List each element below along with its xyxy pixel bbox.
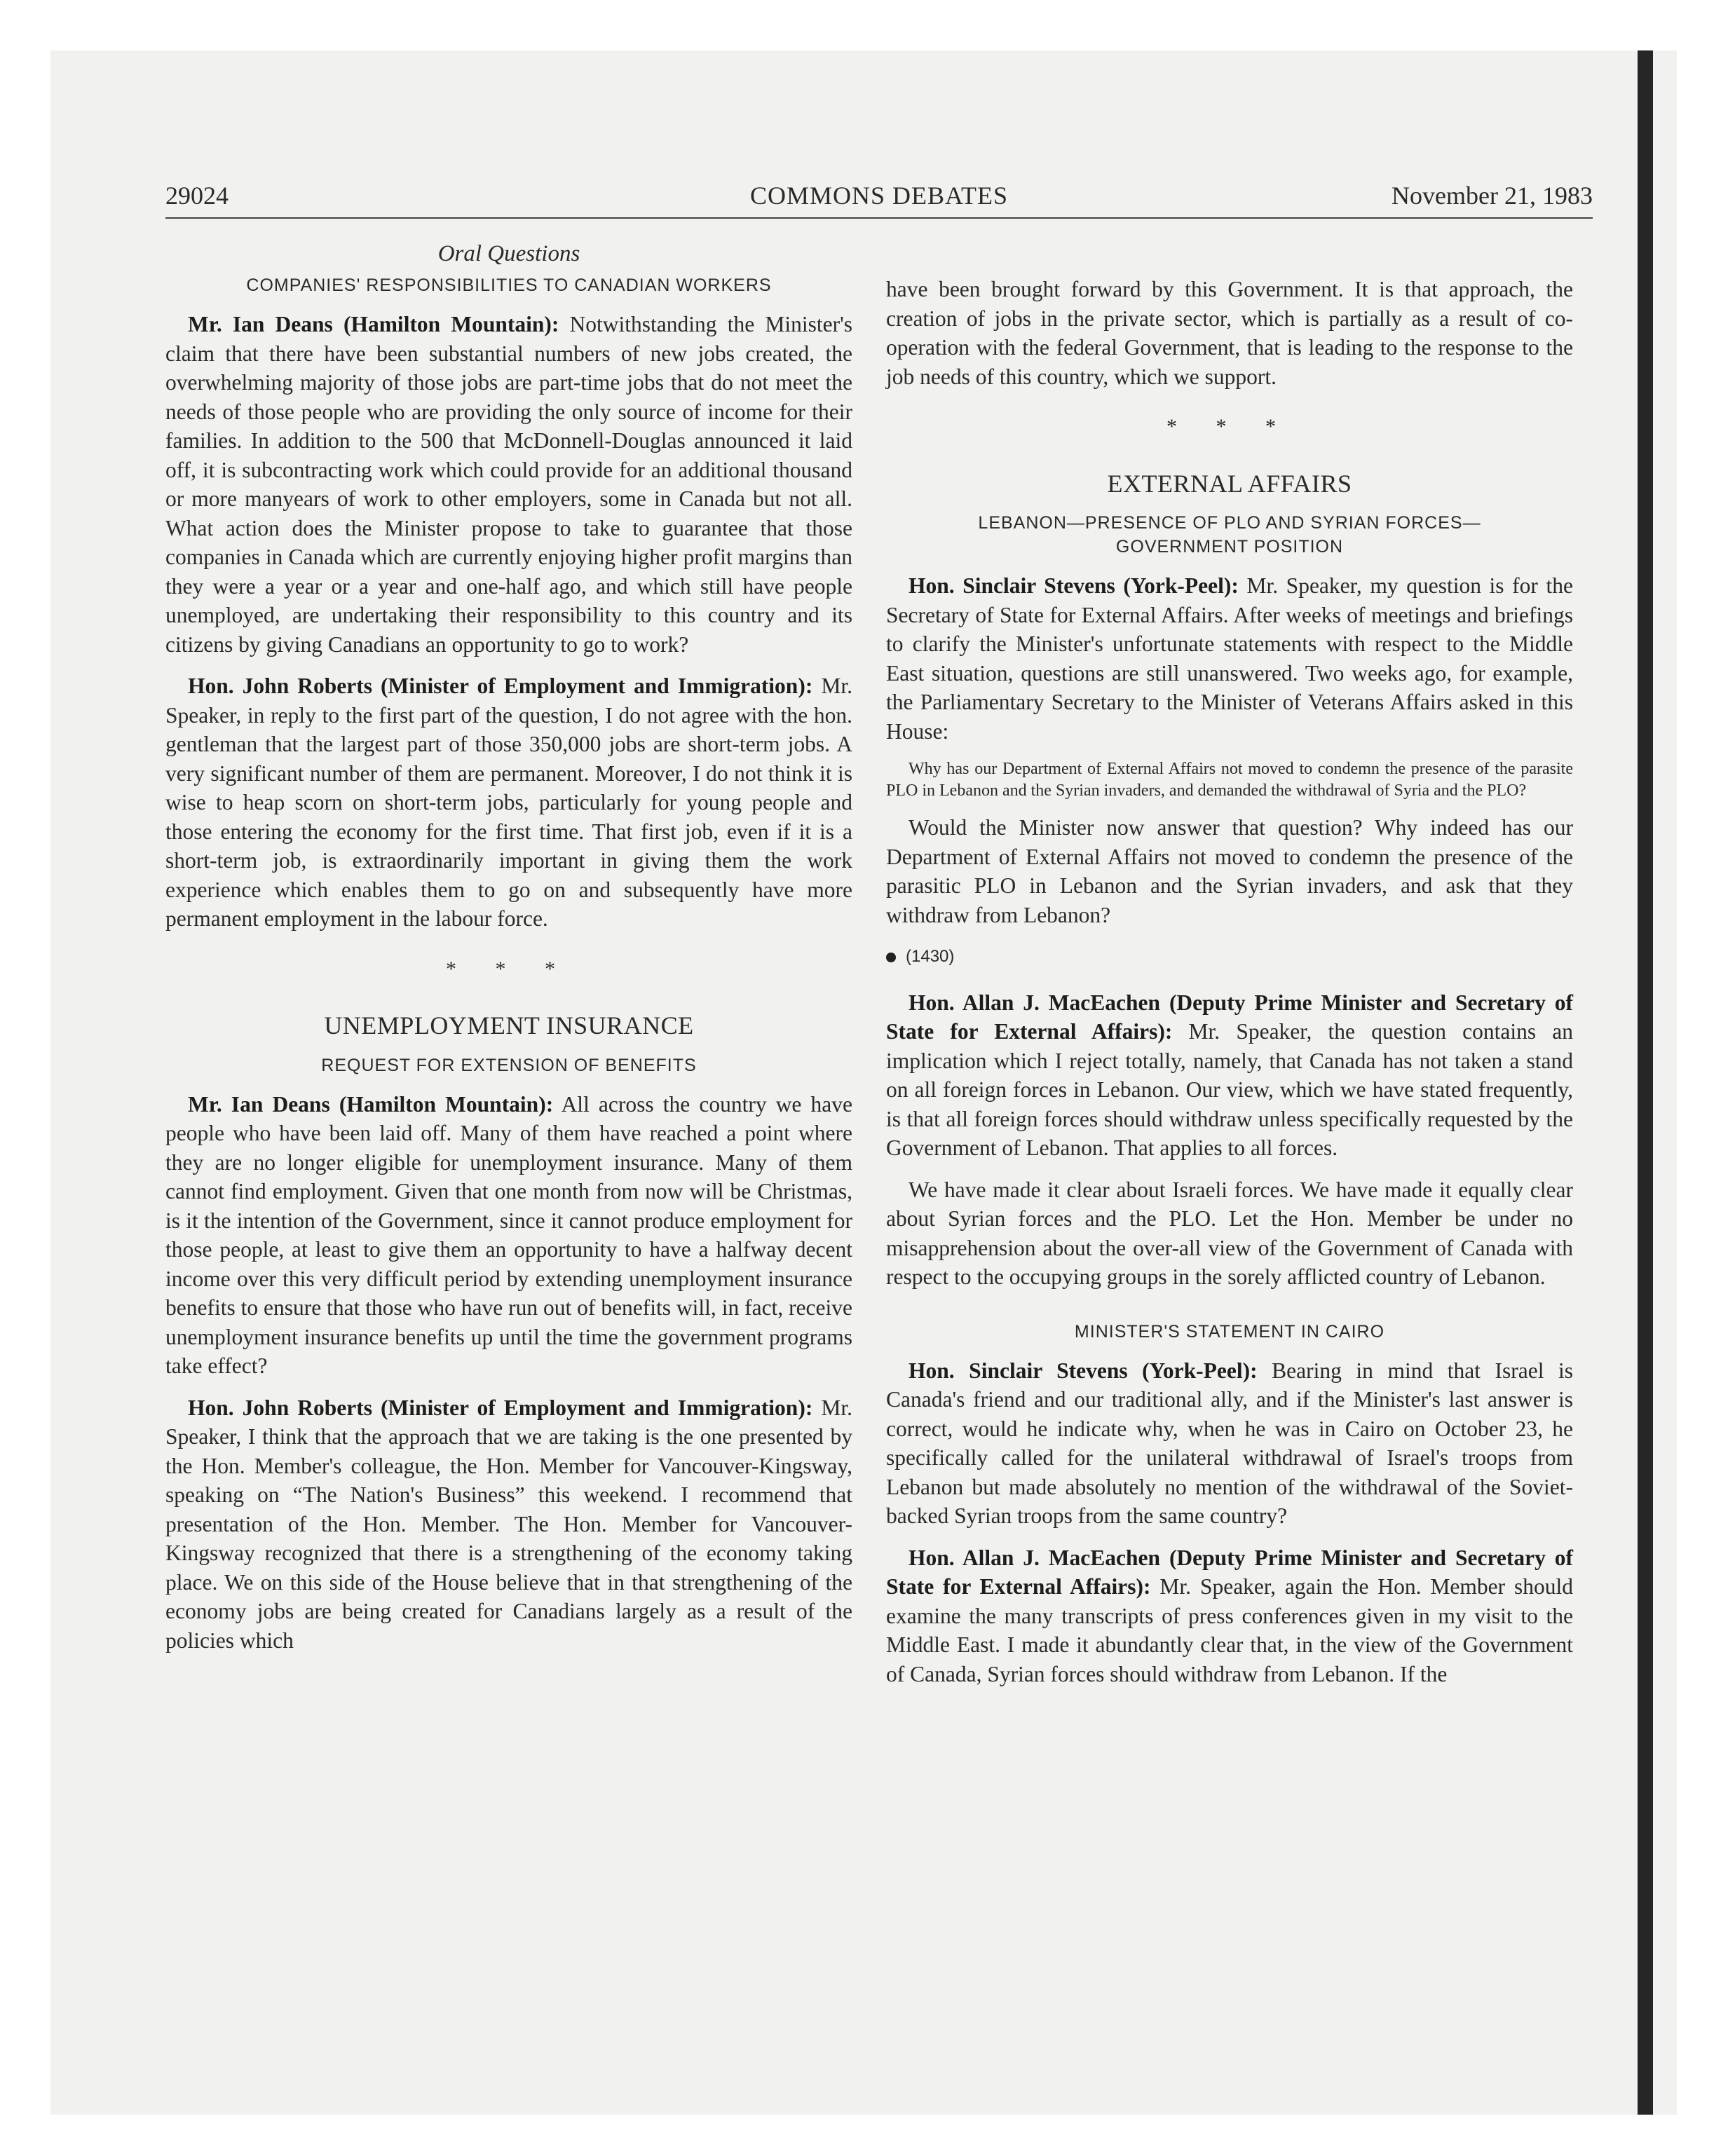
speech-text: Mr. Speaker, I think that the approach that we are taking is the one presented by the Hon. Member's colleague, the Hon. Member for Vancouver-Kingsway, speaking on “The Nation's Business” this weekend. I recommend that presentation of the Hon. Member. The Hon. Member for Vancouver-Kingsway recognized that there is a strengthening of the economy taking place. We on this side of the House believe that in that strengthening of the economy jobs are being created for Canadians largely as a result of the policies which: [165, 1395, 852, 1653]
speech-text: Would the Minister now answer that question? Why indeed has our Department of External Affairs not moved to condemn the presence of the parasitic PLO in Lebanon and the Syrian invaders, and ask that they withdraw from Lebanon?: [886, 815, 1573, 927]
block-quote: [886, 758, 1573, 802]
header-rule: [165, 217, 1593, 219]
speech-text: Bearing in mind that Israel is Canada's friend and our traditional ally, and if the Minister's last answer is correct, would he indicate why, when he was in Cairo on October 23, he specifically called for the unilateral withdrawal of Israel's troops from Lebanon but made absolutely no mention of the withdrawal of the Soviet-backed Syrian troops from the same country?: [886, 1358, 1573, 1528]
speaker-name: Hon. Sinclair Stevens (York-Peel):: [909, 1358, 1258, 1383]
speech-text: have been brought forward by this Government. It is that approach, the creation of jobs in the private sector, which is partially as a result of co-operation with the federal Government, that is leading to the response to the job needs of this country, which we support.: [886, 277, 1573, 389]
speech-paragraph: [886, 1543, 1573, 1689]
subheading-line: GOVERNMENT POSITION: [1115, 537, 1344, 557]
speech-paragraph: [165, 1090, 852, 1381]
scan-edge-shadow: [1638, 50, 1653, 2115]
speech-paragraph: [886, 1175, 1573, 1292]
speaker-name: Mr. Ian Deans (Hamilton Mountain):: [188, 312, 559, 336]
quote-text: Why has our Department of External Affairs not moved to condemn the presence of the parasite PLO in Lebanon and the Syrian invaders, and demanded the withdrawal of Syria and the PLO?: [886, 760, 1573, 800]
speech-paragraph: [886, 275, 1573, 391]
section-separator: * * *: [1166, 415, 1293, 438]
section-separator: * * *: [446, 957, 572, 981]
publication-title: COMMONS DEBATES: [749, 182, 1009, 210]
speech-paragraph: [886, 1356, 1573, 1531]
speech-paragraph: [886, 571, 1573, 746]
time-marker: [886, 942, 1573, 971]
speech-text: All across the country we have people who have been laid off. Many of them have reached a point where they are no longer eligible for unemployment insurance. Many of them cannot find employment. Given that one month from now will be Christmas, is it the intention of the Government, since it cannot produce employment for those people, at least to give them an opportunity to have a halfway decent income over this very difficult period by extending unemployment insurance benefits to ensure that those who have run out of benefits will, in fact, receive unemployment insurance benefits up until the time the government programs take effect?: [165, 1091, 852, 1378]
speech-paragraph: [165, 671, 852, 934]
page-number: 29024: [165, 182, 229, 210]
subheading: COMPANIES' RESPONSIBILITIES TO CANADIAN WORKERS: [246, 275, 772, 295]
speech-text: Mr. Speaker, again the Hon. Member should examine the many transcripts of press conferences given in my visit to the Middle East. I made it abundantly clear that, in the view of the Government of Canada, Syrian forces should withdraw from Lebanon. If the: [886, 1574, 1574, 1686]
speaker-name: Hon. John Roberts (Minister of Employment and Immigration):: [188, 1395, 813, 1420]
speech-paragraph: [165, 310, 852, 659]
publication-date: November 21, 1983: [1392, 182, 1593, 210]
speech-text: Mr. Speaker, in reply to the first part of the question, I do not agree with the hon. gentleman that the largest part of those 350,000 jobs are short-term jobs. A very significant number of them are permanent. Moreover, I do not think it is wise to heap scorn on short-term jobs, particularly for young people and those entering the economy for the first time. That first job, even if it is a short-term job, is extraordinarily important in giving them the work experience which enables them to go on and subsequently have more permanent employment in the labour force.: [165, 674, 852, 931]
speaker-name: Hon. Allan J. MacEachen (Deputy Prime Minister and Secretary of State for External Affairs):: [886, 1545, 1573, 1599]
section-label: Oral Questions: [437, 241, 580, 266]
speaker-name: Hon. Allan J. MacEachen (Deputy Prime Minister and Secretary of State for External Affairs):: [886, 990, 1573, 1044]
section-heading: UNEMPLOYMENT INSURANCE: [324, 1011, 694, 1039]
speaker-name: Mr. Ian Deans (Hamilton Mountain):: [188, 1091, 554, 1117]
speech-paragraph: [886, 988, 1573, 1163]
right-column: [886, 275, 1573, 1701]
speech-text: Notwithstanding the Minister's claim that there have been substantial numbers of new jobs created, the overwhelming majority of those jobs are part-time jobs that do not meet the needs of those people who are providing the only source of income for their families. In addition to the 500 that McDonnell-Douglas announced it laid off, it is subcontracting work which could provide for an additional thousand or more manyears of work to other employers, some in Canada but not all. What action does the Minister propose to take to guarantee that those companies in Canada which are currently enjoying higher profit margins than they were a year or a year and one-half ago, and which still have people unemployed, are undertaking their responsibility to this country and its citizens by giving Canadians an opportunity to go to work?: [165, 312, 853, 657]
speech-text: We have made it clear about Israeli forces. We have made it equally clear about Syrian forces and the PLO. Let the Hon. Member be under no misapprehension about the over-all view of the Government of Canada with respect to the occupying groups in the sorely afflicted country of Lebanon.: [886, 1177, 1573, 1289]
speaker-name: Hon. John Roberts (Minister of Employment and Immigration):: [188, 674, 813, 698]
speech-text: Mr. Speaker, the question contains an implication which I reject totally, namely, that Canada has not taken a stand on all foreign forces in Lebanon. Our view, which we have stated frequently, is that all foreign forces should withdraw unless specifically requested by the Government of Lebanon. That applies to all forces.: [886, 1019, 1573, 1160]
time-marker-text: (1430): [906, 947, 955, 966]
page-header: [165, 181, 1593, 216]
left-column: [165, 231, 852, 1667]
bullet-icon: [886, 953, 896, 962]
speaker-name: Hon. Sinclair Stevens (York-Peel):: [909, 573, 1239, 598]
subheading-line: LEBANON—PRESENCE OF PLO AND SYRIAN FORCES—: [978, 513, 1481, 533]
speech-paragraph: [165, 1393, 852, 1656]
subheading: MINISTER'S STATEMENT IN CAIRO: [1074, 1321, 1385, 1342]
subheading: REQUEST FOR EXTENSION OF BENEFITS: [321, 1055, 697, 1075]
speech-paragraph: [886, 813, 1573, 929]
subheading: [886, 511, 1573, 559]
speech-text: Mr. Speaker, my question is for the Secretary of State for External Affairs. After weeks of meetings and briefings to clarify the Minister's unfortunate statements with respect to the Middle East situation, questions are still unanswered. Two weeks ago, for example, the Parliamentary Secretary to the Minister of Veterans Affairs asked in this House:: [886, 573, 1573, 744]
section-heading: EXTERNAL AFFAIRS: [1107, 469, 1352, 498]
